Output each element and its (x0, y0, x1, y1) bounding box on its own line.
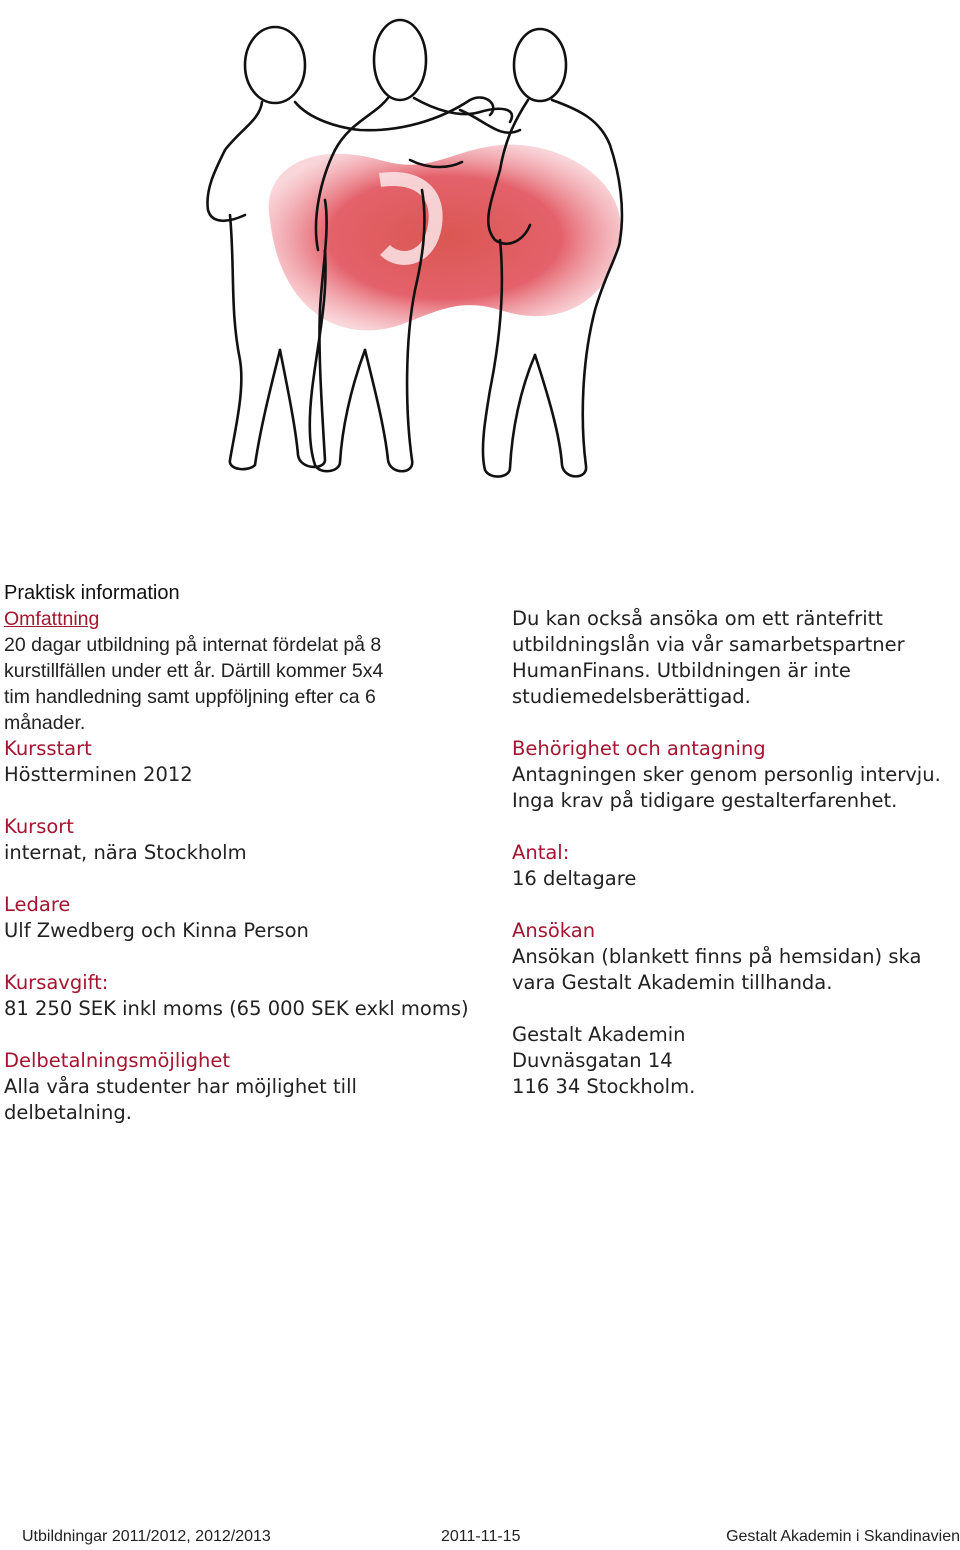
footer-left: Utbildningar 2011/2012, 2012/2013 (22, 1528, 271, 1545)
footer-date: 2011-11-15 (441, 1528, 521, 1545)
section-heading: Praktisk information (4, 582, 180, 604)
behorighet-line: Inga krav på tidigare gestalterfarenhet. (512, 789, 898, 812)
loan-line: HumanFinans. Utbildningen är inte (512, 659, 851, 682)
ledare-label: Ledare (4, 893, 71, 916)
kursstart-label: Kursstart (4, 737, 92, 760)
address-line: Duvnäsgatan 14 (512, 1049, 673, 1072)
antal-value: 16 deltagare (512, 867, 637, 890)
loan-line: studiemedelsberättigad. (512, 685, 751, 708)
ledare-value: Ulf Zwedberg och Kinna Person (4, 919, 309, 942)
ansokan-line: vara Gestalt Akademin tillhanda. (512, 971, 833, 994)
delbetalning-label: Delbetalningsmöjlighet (4, 1049, 231, 1072)
loan-line: Du kan också ansöka om ett räntefritt (512, 607, 883, 630)
address-line: 116 34 Stockholm. (512, 1075, 696, 1098)
address-line: Gestalt Akademin (512, 1023, 686, 1046)
kursstart-value: Höstterminen 2012 (4, 763, 193, 786)
three-figures-illustration (200, 10, 650, 490)
kursort-label: Kursort (4, 815, 74, 838)
omfattning-line: månader. (4, 712, 86, 734)
kursort-value: internat, nära Stockholm (4, 841, 247, 864)
footer-right: Gestalt Akademin i Skandinavien (726, 1528, 960, 1545)
practical-info-right-column (512, 606, 957, 1100)
page-footer (0, 1528, 960, 1550)
kursavgift-label: Kursavgift: (4, 971, 109, 994)
ansokan-line: Ansökan (blankett finns på hemsidan) ska (512, 945, 922, 968)
kursavgift-value: 81 250 SEK inkl moms (65 000 SEK exkl moms) (4, 997, 469, 1020)
ansokan-label: Ansökan (512, 919, 596, 942)
antal-label: Antal: (512, 841, 570, 864)
practical-info-left-column (4, 580, 474, 1126)
omfattning-label: Omfattning (4, 608, 100, 630)
behorighet-label: Behörighet och antagning (512, 737, 766, 760)
omfattning-line: tim handledning samt uppföljning efter ca 6 (4, 686, 376, 708)
loan-line: utbildningslån via vår samarbetspartner (512, 633, 905, 656)
omfattning-line: kurstillfällen under ett år. Därtill kommer 5x4 (4, 660, 384, 682)
behorighet-line: Antagningen sker genom personlig intervju. (512, 763, 941, 786)
delbetalning-value: Alla våra studenter har möjlighet till delbetalning. (4, 1075, 357, 1124)
omfattning-line: 20 dagar utbildning på internat fördelat på 8 (4, 634, 382, 656)
